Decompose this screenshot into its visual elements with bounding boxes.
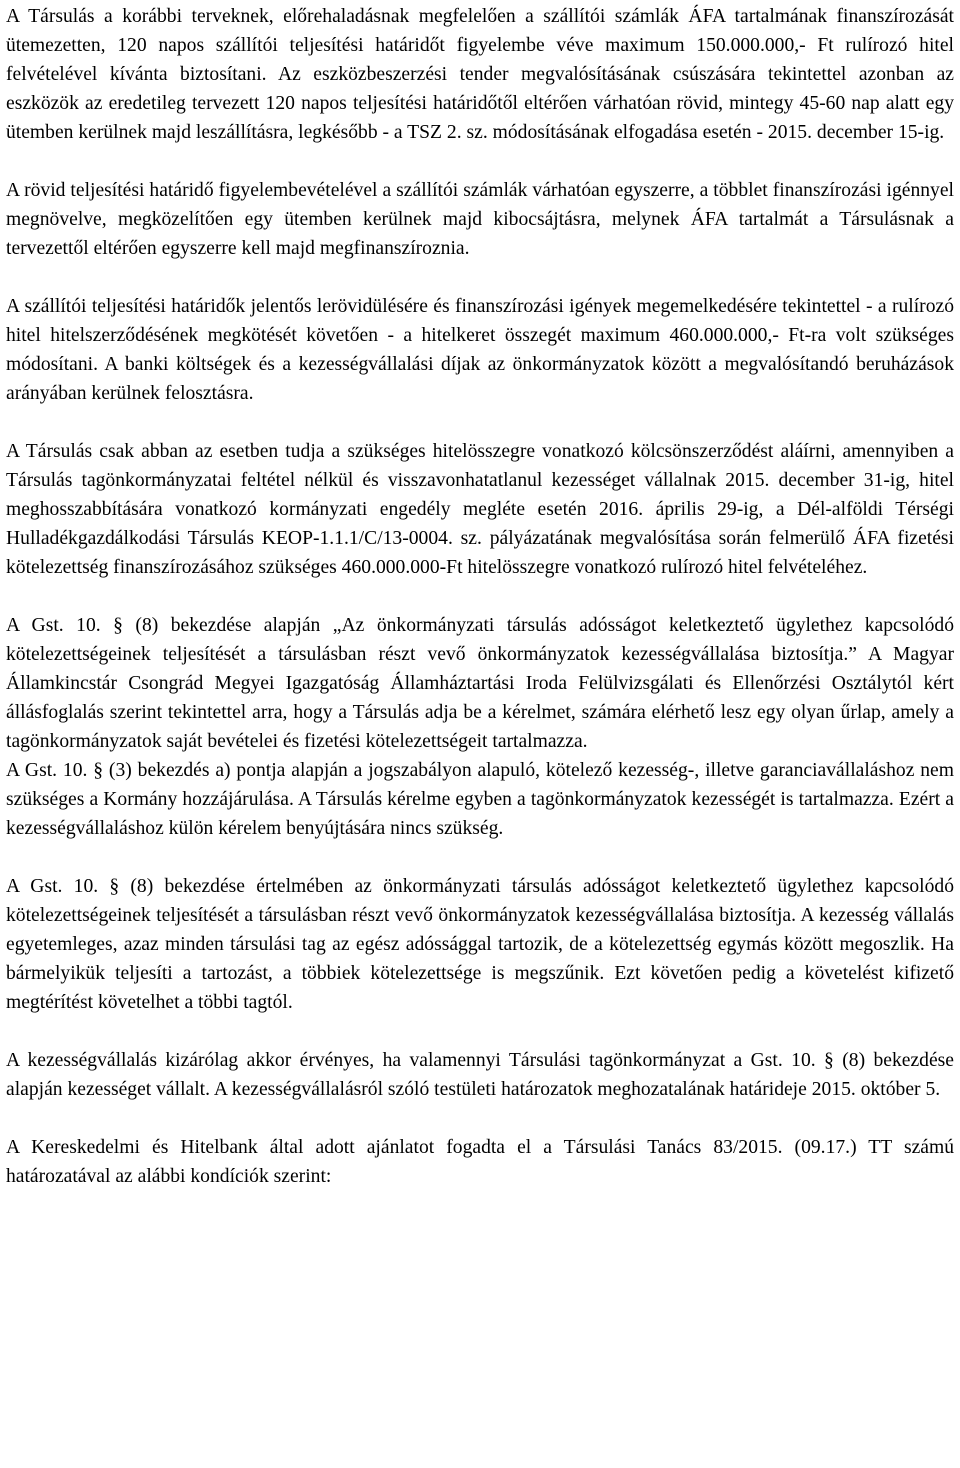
- paragraph-2: A rövid teljesítési határidő figyelembevételével a szállítói számlák várhatóan egyszerre, a többlet finanszírozási igénnyel megnövelve, megközelítően egy ütemben kerülnek majd kibocsájtásra, melynek ÁFA tartalmát a Társulásnak a tervezettől eltérően egyszerre kell majd megfinanszíroznia.: [6, 180, 954, 259]
- paragraph-4: A Társulás csak abban az esetben tudja a szükséges hitelösszegre vonatkozó kölcsönszerződést aláírni, amennyiben a Társulás tagönkormányzatai feltétel nélkül és visszavonhatatlanul kezességet vállalnak 2015. december 31-ig, hitel meghosszabbítására vonatkozó kormányzati engedély megléte esetén 2016. április 29-ig, a Dél-alföldi Térségi Hulladékgazdálkodási Társulás KEOP-1.1.1/C/13-0004. sz. pályázatának megvalósítása során felmerülő ÁFA fizetési kötelezettség finanszírozásához szükséges 460.000.000-Ft hitelösszegre vonatkozó rulírozó hitel felvételéhez.: [6, 441, 954, 578]
- paragraph-5: A Gst. 10. § (8) bekezdése alapján „Az önkormányzati társulás adósságot keletkeztető ügylethez kapcsolódó kötelezettségeinek teljesítését a társulásban részt vevő önkormányzatok kezességvállalása biztosítja.” A Magyar Államkincstár Csongrád Megyei Igazgatóság Államháztartási Iroda Felülvizsgálati és Ellenőrzési Osztálytól kért állásfoglalás szerint tekintettel arra, hogy a Társulás adja be a kérelmet, számára elérhető lesz egy olyan űrlap, amely a tagönkormányzatok saját bevételei és fizetési kötelezettségeit tartalmazza.: [6, 615, 954, 752]
- paragraph-1: A Társulás a korábbi terveknek, előrehaladásnak megfelelően a szállítói számlák ÁFA tartalmának finanszírozását ütemezetten, 120 napos szállítói teljesítési határidőt figyelembe véve maximum 150.000.000,- Ft rulírozó hitel felvételével kívánta biztosítani. Az eszközbeszerzési tender megvalósításának csúszására tekintettel azonban az eszközök az eredetileg tervezett 120 napos teljesítési határidőtől eltérően várhatóan rövid, mintegy 45-60 nap alatt egy ütemben kerülnek majd leszállításra, legkésőbb - a TSZ 2. sz. módosításának elfogadása esetén - 2015. december 15-ig.: [6, 6, 954, 143]
- document-page: [6, 2, 954, 1191]
- paragraph-9: A Kereskedelmi és Hitelbank által adott ajánlatot fogadta el a Társulási Tanács 83/2015. (09.17.) TT számú határozatával az alábbi kondíciók szerint:: [6, 1137, 954, 1187]
- paragraph-8: A kezességvállalás kizárólag akkor érvényes, ha valamennyi Társulási tagönkormányzat a Gst. 10. § (8) bekezdése alapján kezességet vállalt. A kezességvállalásról szóló testületi határozatok meghozatalának határideje 2015. október 5.: [6, 1050, 954, 1100]
- paragraph-6: A Gst. 10. § (3) bekezdés a) pontja alapján a jogszabályon alapuló, kötelező kezesség-, illetve garanciavállaláshoz nem szükséges a Kormány hozzájárulása. A Társulás kérelme egyben a tagönkormányzatok kezességét is tartalmazza. Ezért a kezességvállaláshoz külön kérelem benyújtására nincs szükség.: [6, 760, 954, 839]
- paragraph-3: A szállítói teljesítési határidők jelentős lerövidülésére és finanszírozási igények megemelkedésére tekintettel - a rulírozó hitel hitelszerződésének megkötését követően - a hitelkeret összegét maximum 460.000.000,- Ft-ra volt szükséges módosítani. A banki költségek és a kezességvállalási díjak az önkormányzatok között a megvalósítandó beruházások arányában kerülnek felosztásra.: [6, 296, 954, 404]
- paragraph-7: A Gst. 10. § (8) bekezdése értelmében az önkormányzati társulás adósságot keletkeztető ügylethez kapcsolódó kötelezettségeinek teljesítését a társulásban részt vevő önkormányzatok kezességvállalása biztosítja. A kezesség vállalás egyetemleges, azaz minden társulási tag az egész adóssággal tartozik, de a kötelezettség egymás között megoszlik. Ha bármelyikük teljesíti a tartozást, a többiek kötelezettsége is megszűnik. Ezt követően pedig a követelést kifizető megtérítést követelhet a többi tagtól.: [6, 876, 954, 1013]
